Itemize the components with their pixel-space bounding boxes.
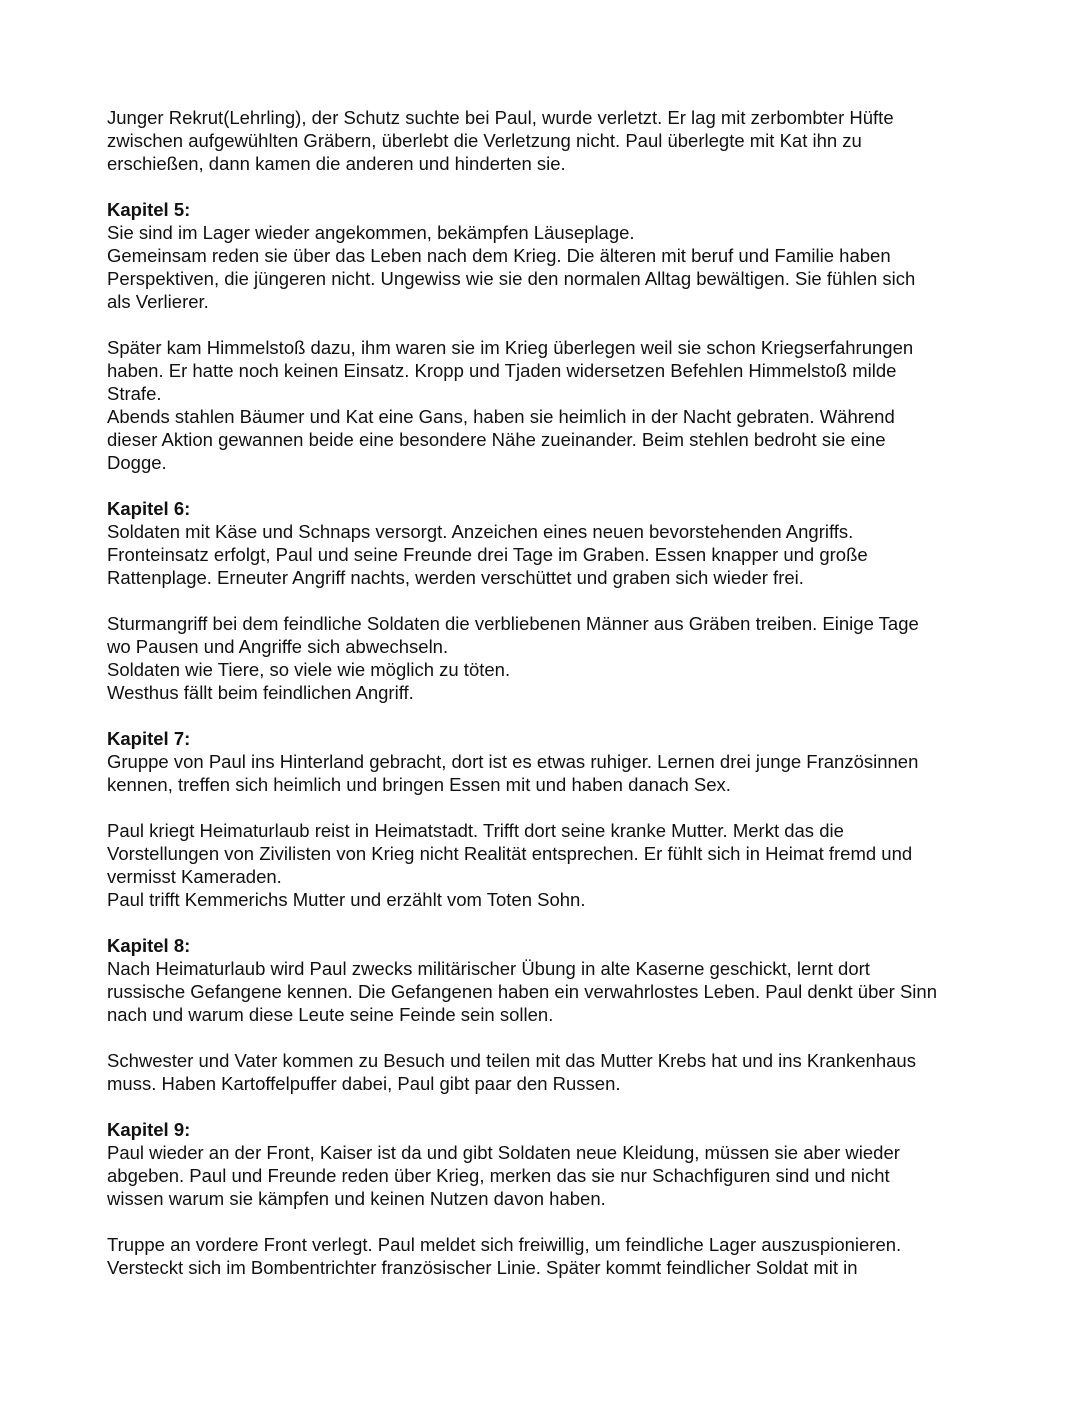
intro-section xyxy=(107,106,1007,175)
text-line: muss. Haben Kartoffelpuffer dabei, Paul gibt paar den Russen. xyxy=(107,1073,621,1094)
chapter-section-9 xyxy=(107,1118,1007,1279)
chapter-section-5 xyxy=(107,198,1007,474)
text-line: Paul trifft Kemmerichs Mutter und erzählt vom Toten Sohn. xyxy=(107,889,586,910)
chapter-paragraph xyxy=(107,1049,1007,1095)
text-line: wissen warum sie kämpfen und keinen Nutzen davon haben. xyxy=(107,1188,606,1209)
text-line: haben. Er hatte noch keinen Einsatz. Kropp und Tjaden widersetzen Befehlen Himmelstoß milde xyxy=(107,360,897,381)
text-line: zwischen aufgewühlten Gräbern, überlebt die Verletzung nicht. Paul überlegte mit Kat ihn zu xyxy=(107,130,862,151)
text-line: als Verlierer. xyxy=(107,291,209,312)
text-line: nach und warum diese Leute seine Feinde sein sollen. xyxy=(107,1004,554,1025)
chapter-heading: Kapitel 6: xyxy=(107,498,191,519)
text-line: Dogge. xyxy=(107,452,167,473)
text-line: dieser Aktion gewannen beide eine besondere Nähe zueinander. Beim stehlen bedroht sie eine xyxy=(107,429,886,450)
text-line: Abends stahlen Bäumer und Kat eine Gans, haben sie heimlich in der Nacht gebraten. Während xyxy=(107,406,895,427)
text-line: Sie sind im Lager wieder angekommen, bekämpfen Läuseplage. xyxy=(107,222,635,243)
text-line: Junger Rekrut(Lehrling), der Schutz suchte bei Paul, wurde verletzt. Er lag mit zerbombter Hüfte xyxy=(107,107,894,128)
chapter-paragraph xyxy=(107,612,1007,704)
chapter-paragraph xyxy=(107,221,1007,313)
text-line: Schwester und Vater kommen zu Besuch und teilen mit das Mutter Krebs hat und ins Krankenhaus xyxy=(107,1050,916,1071)
chapter-section-8 xyxy=(107,934,1007,1095)
text-line: Fronteinsatz erfolgt, Paul und seine Freunde drei Tage im Graben. Essen knapper und große xyxy=(107,544,868,565)
chapter-paragraph xyxy=(107,336,1007,474)
text-line: Nach Heimaturlaub wird Paul zwecks militärischer Übung in alte Kaserne geschickt, lernt dort xyxy=(107,958,870,979)
chapter-heading: Kapitel 9: xyxy=(107,1119,191,1140)
chapter-heading: Kapitel 8: xyxy=(107,935,191,956)
text-line: Perspektiven, die jüngeren nicht. Ungewiss wie sie den normalen Alltag bewältigen. Sie fühlen sich xyxy=(107,268,916,289)
text-line: wo Pausen und Angriffe sich abwechseln. xyxy=(107,636,449,657)
text-line: Strafe. xyxy=(107,383,162,404)
chapter-section-6 xyxy=(107,497,1007,704)
document-page xyxy=(107,106,1007,1302)
chapter-paragraph xyxy=(107,1233,1007,1279)
text-line: vermisst Kameraden. xyxy=(107,866,282,887)
text-line: russische Gefangene kennen. Die Gefangenen haben ein verwahrlostes Leben. Paul denkt über Sinn xyxy=(107,981,937,1002)
chapter-section-7 xyxy=(107,727,1007,911)
chapter-paragraph xyxy=(107,1141,1007,1210)
text-line: kennen, treffen sich heimlich und bringen Essen mit und haben danach Sex. xyxy=(107,774,731,795)
text-line: Sturmangriff bei dem feindliche Soldaten die verbliebenen Männer aus Gräben treiben. Einige Tage xyxy=(107,613,919,634)
text-line: Paul kriegt Heimaturlaub reist in Heimatstadt. Trifft dort seine kranke Mutter. Merkt das die xyxy=(107,820,844,841)
chapter-paragraph xyxy=(107,520,1007,589)
chapter-paragraph xyxy=(107,750,1007,796)
text-line: Vorstellungen von Zivilisten von Krieg nicht Realität entsprechen. Er fühlt sich in Heimat fremd und xyxy=(107,843,913,864)
text-line: Soldaten wie Tiere, so viele wie möglich zu töten. xyxy=(107,659,511,680)
text-line: Rattenplage. Erneuter Angriff nachts, werden verschüttet und graben sich wieder frei. xyxy=(107,567,804,588)
text-line: Paul wieder an der Front, Kaiser ist da und gibt Soldaten neue Kleidung, müssen sie aber wieder xyxy=(107,1142,900,1163)
text-line: abgeben. Paul und Freunde reden über Krieg, merken das sie nur Schachfiguren sind und nicht xyxy=(107,1165,890,1186)
text-line: Soldaten mit Käse und Schnaps versorgt. Anzeichen eines neuen bevorstehenden Angriffs. xyxy=(107,521,854,542)
intro-paragraph xyxy=(107,106,1007,175)
text-line: Später kam Himmelstoß dazu, ihm waren sie im Krieg überlegen weil sie schon Kriegserfahrungen xyxy=(107,337,914,358)
chapter-heading: Kapitel 7: xyxy=(107,728,191,749)
chapter-heading: Kapitel 5: xyxy=(107,199,191,220)
text-line: Gruppe von Paul ins Hinterland gebracht, dort ist es etwas ruhiger. Lernen drei junge Französinnen xyxy=(107,751,919,772)
chapter-paragraph xyxy=(107,957,1007,1026)
text-line: Westhus fällt beim feindlichen Angriff. xyxy=(107,682,414,703)
chapter-paragraph xyxy=(107,819,1007,911)
text-line: Gemeinsam reden sie über das Leben nach dem Krieg. Die älteren mit beruf und Familie haben xyxy=(107,245,891,266)
text-line: erschießen, dann kamen die anderen und hinderten sie. xyxy=(107,153,566,174)
text-line: Truppe an vordere Front verlegt. Paul meldet sich freiwillig, um feindliche Lager auszuspionieren. xyxy=(107,1234,902,1255)
text-line: Versteckt sich im Bombentrichter französischer Linie. Später kommt feindlicher Soldat mit in xyxy=(107,1257,858,1278)
